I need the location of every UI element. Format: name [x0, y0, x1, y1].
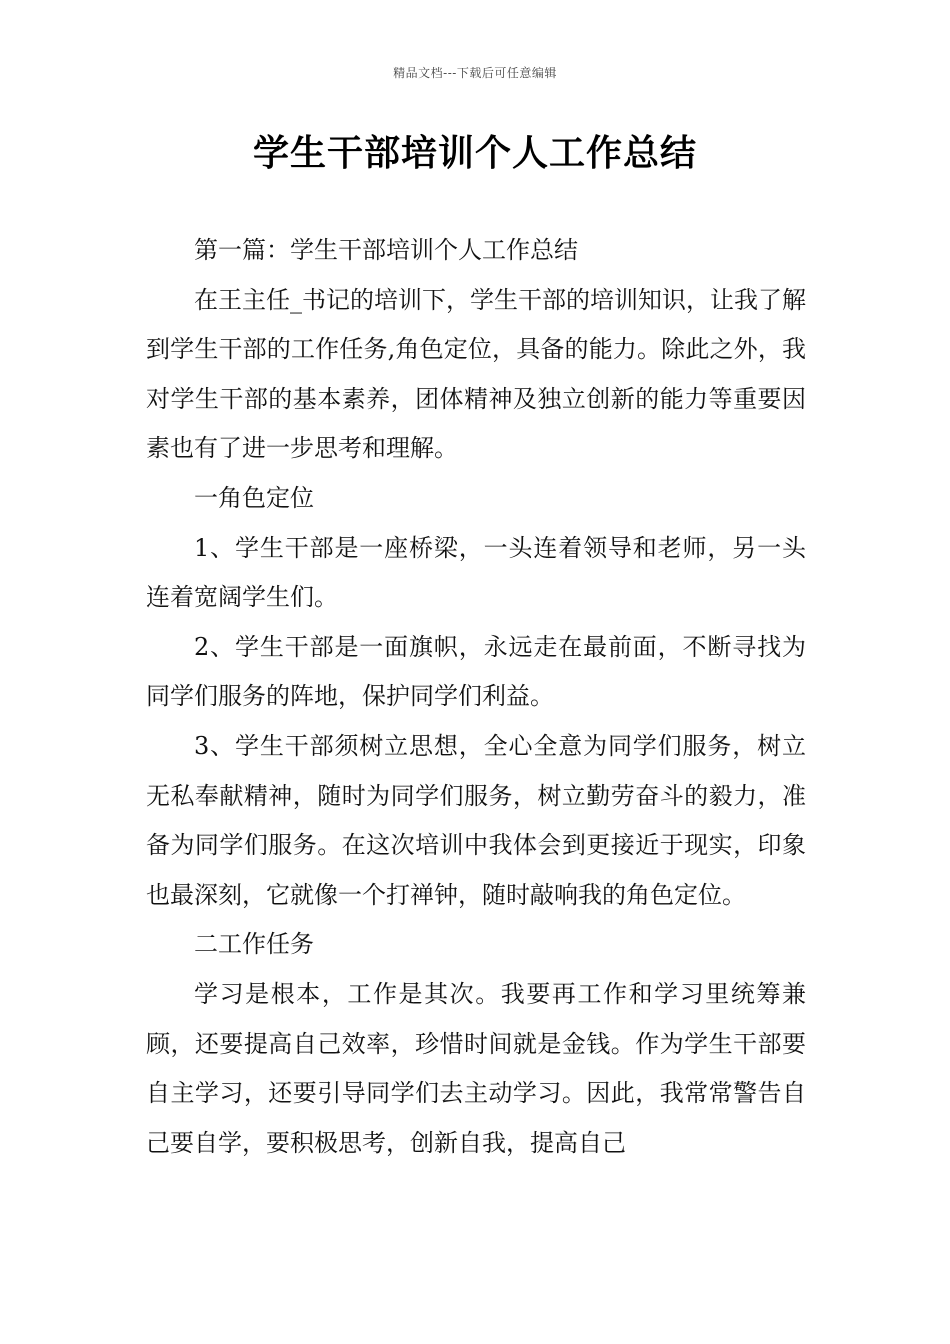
header-note: 精品文档---下载后可任意编辑	[393, 66, 557, 80]
document-body	[146, 226, 806, 1168]
section-heading: 二工作任务	[194, 930, 314, 959]
paragraph: 2、学生干部是一面旗帜，永远走在最前面，不断寻找为同学们服务的阵地，保护同学们利益。	[146, 632, 806, 711]
paragraph: 在王主任_书记的培训下，学生干部的培训知识，让我了解到学生干部的工作任务,角色定位，具备的能力。除此之外，我对学生干部的基本素养，团体精神及独立创新的能力等重要因素也有了进一步思考和理解。	[146, 285, 806, 463]
paragraph: 1、学生干部是一座桥梁，一头连着领导和老师，另一头连着宽阔学生们。	[146, 533, 806, 612]
section-heading: 第一篇：学生干部培训个人工作总结	[194, 236, 578, 264]
paragraph: 3、学生干部须树立思想，全心全意为同学们服务，树立无私奉献精神，随时为同学们服务，树立勤劳奋斗的毅力，准备为同学们服务。在这次培训中我体会到更接近于现实，印象也最深刻，它就像一个打禅钟，随时敲响我的角色定位。	[146, 731, 806, 909]
section-heading: 一角色定位	[194, 483, 314, 512]
paragraph: 学习是根本，工作是其次。我要再工作和学习里统筹兼顾，还要提高自己效率，珍惜时间就是金钱。作为学生干部要自主学习，还要引导同学们去主动学习。因此，我常常警告自己要自学，要积极思考，创新自我，提高自己	[146, 979, 806, 1157]
document-title: 学生干部培训个人工作总结	[252, 132, 697, 174]
